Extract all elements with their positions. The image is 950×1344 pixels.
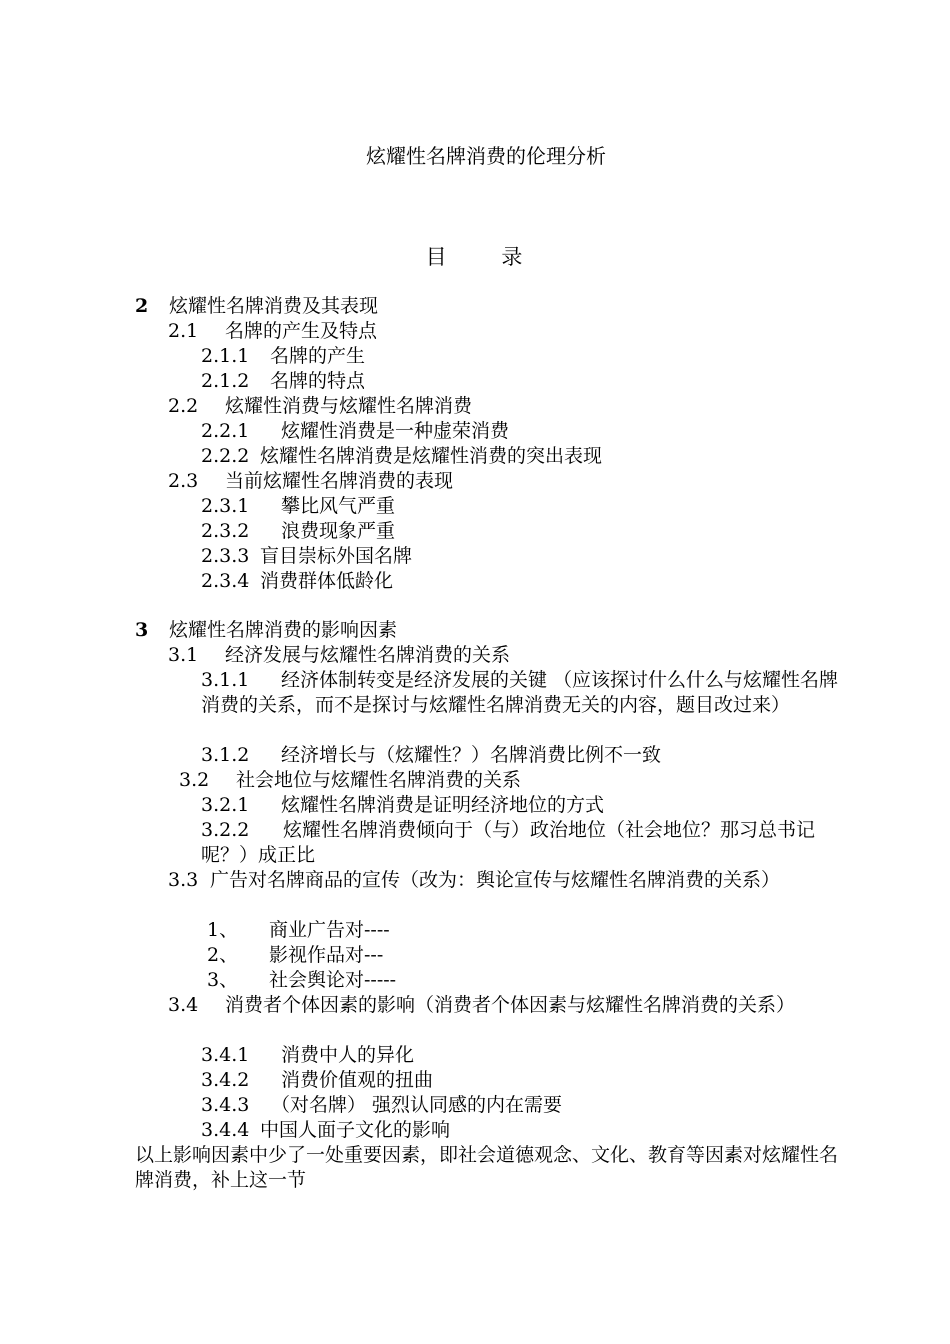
toc-entry-text: 盲目崇标外国名牌: [260, 545, 413, 567]
toc-entry-number: 2.1.2: [201, 370, 250, 392]
toc-entry-subsection-2-3-3: [201, 544, 412, 569]
toc-entry-number: 2.2: [168, 395, 199, 417]
toc-entry-section-3-2: [179, 768, 521, 793]
document-title: 炫耀性名牌消费的伦理分析: [366, 144, 606, 168]
toc-entry-list-item-3: [207, 968, 396, 993]
toc-entry-number: 1、: [207, 919, 239, 941]
toc-entry-number: 3.1.1: [201, 669, 250, 691]
toc-entry-text: 消费群体低龄化: [260, 570, 394, 592]
toc-entry-number: 2.3: [168, 470, 199, 492]
toc-entry-number: 3.2.2: [201, 819, 250, 841]
toc-entry-subsection-2-1-2: [201, 369, 365, 394]
toc-entry-number: 2.3.2: [201, 520, 250, 542]
toc-entry-subsection-2-2-1: [201, 419, 509, 444]
toc-entry-text: 名牌的产生: [270, 345, 366, 367]
toc-entry-chapter-3: [135, 618, 397, 643]
toc-entry-number: 3.4.2: [201, 1069, 250, 1091]
toc-entry-subsection-2-3-2: [201, 519, 395, 544]
toc-entry-subsection-3-4-1: [201, 1043, 414, 1068]
toc-entry-subsection-3-2-1: [201, 793, 604, 818]
toc-entry-text: 社会舆论对-----: [269, 969, 397, 991]
toc-entry-subsection-3-1-1: [201, 668, 841, 718]
toc-entry-number: 3.4.1: [201, 1044, 250, 1066]
toc-entry-number: 2.3.1: [201, 495, 250, 517]
toc-entry-number: 3.2.1: [201, 794, 250, 816]
toc-entry-list-item-1: [207, 918, 390, 943]
toc-entry-number: 2、: [207, 944, 239, 966]
toc-entry-section-3-1: [168, 643, 510, 668]
toc-entry-section-2-2: [168, 394, 472, 419]
toc-entry-text: 经济增长与（炫耀性？）名牌消费比例不一致: [281, 744, 662, 766]
toc-entry-text: 经济体制转变是经济发展的关键 （应该探讨什么什么与炫耀性名牌消费的关系，而不是探讨与炫耀性名牌消费无关的内容，题目改过来）: [201, 669, 839, 716]
toc-entry-text: 中国人面子文化的影响: [260, 1119, 451, 1141]
toc-entry-number: 2.1.1: [201, 345, 250, 367]
toc-entry-text: 炫耀性名牌消费的影响因素: [169, 619, 398, 641]
toc-entry-section-3-3: [168, 868, 841, 893]
toc-entry-text: 消费者个体因素的影响（消费者个体因素与炫耀性名牌消费的关系）: [225, 994, 796, 1016]
toc-entry-number: 2: [135, 295, 149, 317]
toc-entry-subsection-2-2-2: [201, 444, 602, 469]
toc-entry-number: 2.2.1: [201, 420, 250, 442]
toc-entry-subsection-3-4-3: [201, 1093, 562, 1118]
toc-entry-text: 消费价值观的扭曲: [281, 1069, 434, 1091]
toc-entry-subsection-2-1-1: [201, 344, 365, 369]
toc-entry-section-2-3: [168, 469, 453, 494]
toc-entry-number: 2.1: [168, 320, 199, 342]
toc-entry-text: 商业广告对----: [269, 919, 390, 941]
toc-entry-number: 3.2: [179, 769, 210, 791]
toc-entry-text: 炫耀性消费是一种虚荣消费: [281, 420, 510, 442]
toc-entry-text: 攀比风气严重: [281, 495, 396, 517]
toc-entry-section-2-1: [168, 319, 377, 344]
toc-entry-subsection-2-3-4: [201, 569, 393, 594]
toc-entry-subsection-3-4-2: [201, 1068, 433, 1093]
toc-entry-number: 3: [135, 619, 149, 641]
toc-entry-number: 3.3: [168, 869, 199, 891]
toc-entry-number: 3.4.4: [201, 1119, 250, 1141]
toc-entry-subsection-3-1-2: [201, 743, 661, 768]
toc-entry-number: 2.3.3: [201, 545, 250, 567]
toc-entry-text: 当前炫耀性名牌消费的表现: [225, 470, 454, 492]
toc-entry-text: 炫耀性名牌消费是炫耀性消费的突出表现: [260, 445, 603, 467]
toc-entry-number: 3.4.3: [201, 1094, 250, 1116]
toc-entry-text: 社会地位与炫耀性名牌消费的关系: [236, 769, 522, 791]
toc-entry-text: 炫耀性名牌消费是证明经济地位的方式: [281, 794, 605, 816]
toc-entry-list-item-2: [207, 943, 383, 968]
toc-entry-subsection-2-3-1: [201, 494, 395, 519]
toc-entry-text: 名牌的特点: [270, 370, 366, 392]
toc-entry-chapter-2: [135, 294, 378, 319]
toc-entry-number: 3.1.2: [201, 744, 250, 766]
toc-entry-text: 消费中人的异化: [281, 1044, 415, 1066]
toc-entry-number: 3.4: [168, 994, 199, 1016]
toc-entry-text: 炫耀性消费与炫耀性名牌消费: [225, 395, 473, 417]
toc-entry-section-3-4: [168, 993, 841, 1018]
toc-entry-subsection-3-2-2: [201, 818, 841, 868]
toc-entry-number: 2.2.2: [201, 445, 250, 467]
toc-entry-text: 炫耀性名牌消费倾向于（与）政治地位（社会地位？那习总书记呢？）成正比: [201, 819, 816, 866]
toc-entry-text: 名牌的产生及特点: [225, 320, 378, 342]
toc-entry-text: （对名牌） 强烈认同感的内在需要: [271, 1094, 563, 1116]
toc-heading: 目 录: [425, 245, 547, 269]
toc-entry-number: 3、: [207, 969, 239, 991]
toc-entry-text: 浪费现象严重: [281, 520, 396, 542]
toc-entry-subsection-3-4-4: [201, 1118, 450, 1143]
toc-entry-number: 2.3.4: [201, 570, 250, 592]
toc-entry-text: 广告对名牌商品的宣传（改为：舆论宣传与炫耀性名牌消费的关系）: [210, 869, 781, 891]
toc-entry-text: 影视作品对---: [269, 944, 384, 966]
toc-entry-number: 3.1: [168, 644, 199, 666]
toc-entry-text: 经济发展与炫耀性名牌消费的关系: [225, 644, 511, 666]
toc-entry-text: 炫耀性名牌消费及其表现: [169, 295, 379, 317]
editor-note: 以上影响因素中少了一处重要因素，即社会道德观念、文化、教育等因素对炫耀性名牌消费，补上这一节: [135, 1144, 839, 1191]
